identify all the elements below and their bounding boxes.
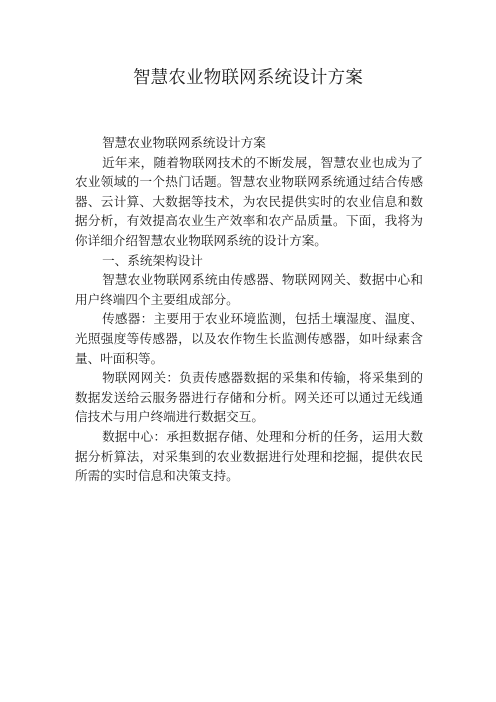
- paragraph-sensors: 传感器：主要用于农业环境监测，包括土壤湿度、温度、光照强度等传感器，以及农作物生长监测传感器，如叶绿素含量、叶面积等。: [75, 311, 423, 366]
- paragraph-intro: 近年来，随着物联网技术的不断发展，智慧农业也成为了农业领域的一个热门话题。智慧农业物联网系统通过结合传感器、云计算、大数据等技术，为农民提供实时的农业信息和数据分析，有效提高农业生产效率和农产品质量。下面，我将为你详细介绍智慧农业物联网系统的设计方案。: [75, 154, 423, 248]
- document-title: 智慧农业物联网系统设计方案: [132, 68, 364, 88]
- section-heading-architecture: 一、系统架构设计: [102, 252, 203, 268]
- paragraph-data-center: 数据中心：承担数据存储、处理和分析的任务，运用大数据分析算法，对采集到的农业数据进行处理和挖掘，提供农民所需的实时信息和决策支持。: [75, 428, 423, 484]
- document-body: [75, 133, 423, 486]
- paragraph-iot-gateway: 物联网网关：负责传感器数据的采集和传输，将采集到的数据发送给云服务器进行存储和分析。网关还可以通过无线通信技术与用户终端进行数据交互。: [75, 370, 423, 425]
- paragraph-subtitle: 智慧农业物联网系统设计方案: [102, 135, 266, 150]
- paragraph-architecture-overview: 智慧农业物联网系统由传感器、物联网网关、数据中心和用户终端四个主要组成部分。: [75, 272, 423, 307]
